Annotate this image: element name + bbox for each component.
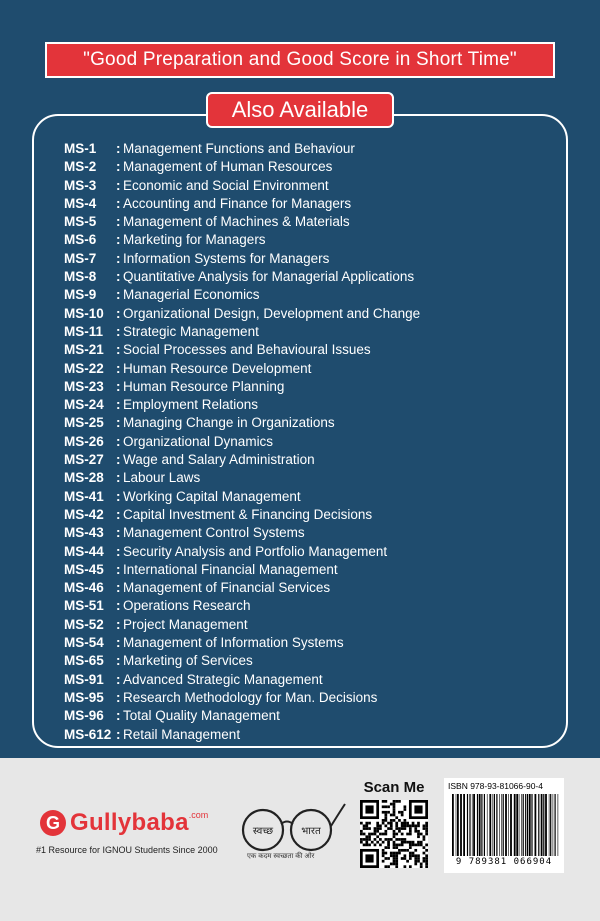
course-title: Retail Management — [123, 726, 241, 742]
course-code: MS-7 — [64, 250, 97, 266]
course-title: Research Methodology for Man. Decisions — [123, 689, 378, 705]
course-code: MS-51 — [64, 598, 104, 614]
course-code: MS-52 — [64, 616, 104, 632]
course-title: Total Quality Management — [123, 708, 280, 724]
course-code: MS-21 — [64, 342, 104, 358]
course-title: International Financial Management — [123, 561, 338, 577]
course-separator: : — [116, 616, 121, 632]
course-title: Labour Laws — [123, 470, 201, 486]
course-item — [64, 451, 564, 469]
course-separator: : — [116, 433, 121, 449]
course-separator: : — [116, 653, 121, 669]
course-separator: : — [116, 397, 121, 413]
course-separator: : — [116, 415, 121, 431]
course-title: Marketing for Managers — [123, 232, 266, 248]
course-title: Human Resource Development — [123, 360, 312, 376]
course-item — [64, 506, 564, 524]
course-title: Management Functions and Behaviour — [123, 141, 355, 156]
course-title: Management of Financial Services — [123, 580, 331, 596]
course-item — [64, 378, 564, 396]
course-code: MS-65 — [64, 653, 104, 669]
course-item — [64, 652, 564, 670]
course-title: Organizational Design, Development and Change — [123, 305, 421, 321]
course-title: Capital Investment & Financing Decisions — [123, 506, 373, 522]
course-item — [64, 177, 564, 195]
course-code: MS-2 — [64, 159, 97, 175]
course-title: Human Resource Planning — [123, 378, 285, 394]
course-code: MS-27 — [64, 452, 104, 468]
course-title: Strategic Management — [123, 323, 259, 339]
barcode — [450, 794, 560, 856]
course-code: MS-28 — [64, 470, 104, 486]
course-code: MS-22 — [64, 360, 104, 376]
course-code: MS-1 — [64, 141, 97, 156]
course-item — [64, 726, 564, 744]
course-separator: : — [116, 561, 121, 577]
course-title: Social Processes and Behavioural Issues — [123, 342, 371, 358]
course-separator: : — [116, 689, 121, 705]
course-title: Project Management — [123, 616, 248, 632]
qr-code[interactable] — [360, 800, 428, 868]
tagline-banner: "Good Preparation and Good Score in Short Time" — [45, 42, 555, 78]
course-code: MS-6 — [64, 232, 97, 248]
course-item — [64, 671, 564, 689]
course-separator: : — [116, 635, 121, 651]
course-separator: : — [116, 506, 121, 522]
course-separator: : — [116, 323, 121, 339]
course-title: Managing Change in Organizations — [123, 415, 335, 431]
course-item — [64, 561, 564, 579]
course-separator: : — [116, 177, 121, 193]
course-title: Economic and Social Environment — [123, 177, 329, 193]
brand-name: Gullybaba — [70, 809, 189, 836]
logo-badge-icon: G — [40, 810, 66, 836]
course-title: Quantitative Analysis for Managerial Applications — [123, 269, 415, 285]
course-item — [64, 616, 564, 634]
course-code: MS-42 — [64, 506, 104, 522]
course-title: Management of Machines & Materials — [123, 214, 350, 230]
course-item — [64, 689, 564, 707]
swachh-left-text: स्वच्छ — [252, 826, 274, 837]
course-item — [64, 634, 564, 652]
brand-tagline: #1 Resource for IGNOU Students Since 2000 — [36, 845, 218, 855]
course-list — [64, 140, 564, 744]
course-code: MS-41 — [64, 488, 104, 504]
course-title: Wage and Salary Administration — [123, 452, 315, 468]
course-item — [64, 140, 564, 158]
course-item — [64, 469, 564, 487]
course-code: MS-46 — [64, 580, 104, 596]
course-separator: : — [116, 141, 121, 156]
course-code: MS-54 — [64, 635, 104, 651]
course-code: MS-26 — [64, 433, 104, 449]
course-separator: : — [116, 726, 121, 742]
course-item — [64, 213, 564, 231]
course-item — [64, 543, 564, 561]
course-separator: : — [116, 250, 121, 266]
barcode-digits: 9 789381 066904 — [455, 857, 553, 867]
course-title: Working Capital Management — [123, 488, 301, 504]
course-item — [64, 286, 564, 304]
course-code: MS-45 — [64, 561, 104, 577]
course-separator: : — [116, 525, 121, 541]
course-code: MS-25 — [64, 415, 104, 431]
course-code: MS-11 — [64, 323, 104, 339]
course-item — [64, 360, 564, 378]
course-separator: : — [116, 543, 121, 559]
course-code: MS-24 — [64, 397, 104, 413]
course-item — [64, 231, 564, 249]
course-item — [64, 305, 564, 323]
course-separator: : — [116, 452, 121, 468]
course-separator: : — [116, 378, 121, 394]
course-item — [64, 396, 564, 414]
course-item — [64, 250, 564, 268]
course-item — [64, 268, 564, 286]
course-title: Management of Information Systems — [123, 635, 344, 651]
course-separator: : — [116, 342, 121, 358]
course-code: MS-612 — [64, 726, 112, 742]
course-title: Information Systems for Managers — [123, 250, 330, 266]
scan-me-label: Scan Me — [363, 779, 425, 796]
course-title: Employment Relations — [123, 397, 259, 413]
course-separator: : — [116, 598, 121, 614]
course-code: MS-9 — [64, 287, 97, 303]
course-separator: : — [116, 305, 121, 321]
course-item — [64, 433, 564, 451]
course-title: Advanced Strategic Management — [123, 671, 323, 687]
course-title: Accounting and Finance for Managers — [123, 195, 352, 211]
course-code: MS-96 — [64, 708, 104, 724]
swachh-right-text: भारत — [301, 826, 321, 837]
swachh-bharat-glasses-icon — [233, 800, 348, 860]
course-title: Organizational Dynamics — [123, 433, 274, 449]
course-code: MS-3 — [64, 177, 97, 193]
isbn-text: ISBN 978-93-81066-90-4 — [448, 781, 543, 791]
course-item — [64, 195, 564, 213]
course-code: MS-44 — [64, 543, 104, 559]
course-item — [64, 341, 564, 359]
gullybaba-logo — [40, 808, 208, 838]
course-item — [64, 524, 564, 542]
course-separator: : — [116, 214, 121, 230]
course-item — [64, 488, 564, 506]
course-title: Security Analysis and Portfolio Management — [123, 543, 388, 559]
course-separator: : — [116, 195, 121, 211]
course-separator: : — [116, 488, 121, 504]
course-title: Marketing of Services — [123, 653, 253, 669]
course-code: MS-43 — [64, 525, 104, 541]
course-separator: : — [116, 580, 121, 596]
course-title: Managerial Economics — [123, 287, 260, 303]
brand-domain: .com — [188, 810, 209, 820]
also-available-heading: Also Available — [206, 92, 394, 128]
course-code: MS-10 — [64, 305, 104, 321]
course-title: Operations Research — [123, 598, 251, 614]
course-item — [64, 158, 564, 176]
course-separator: : — [116, 671, 121, 687]
course-code: MS-95 — [64, 689, 104, 705]
course-item — [64, 597, 564, 615]
course-code: MS-4 — [64, 195, 97, 211]
course-item — [64, 579, 564, 597]
course-code: MS-5 — [64, 214, 97, 230]
course-code: MS-8 — [64, 269, 97, 285]
course-separator: : — [116, 470, 121, 486]
course-separator: : — [116, 287, 121, 303]
course-separator: : — [116, 232, 121, 248]
course-item — [64, 323, 564, 341]
course-separator: : — [116, 360, 121, 376]
course-separator: : — [116, 708, 121, 724]
course-separator: : — [116, 269, 121, 285]
course-title: Management of Human Resources — [123, 159, 333, 175]
course-item — [64, 414, 564, 432]
course-code: MS-23 — [64, 378, 104, 394]
course-item — [64, 707, 564, 725]
swachh-caption: एक कदम स्वच्छता की ओर — [247, 853, 315, 860]
course-code: MS-91 — [64, 671, 104, 687]
course-separator: : — [116, 159, 121, 175]
course-title: Management Control Systems — [123, 525, 305, 541]
